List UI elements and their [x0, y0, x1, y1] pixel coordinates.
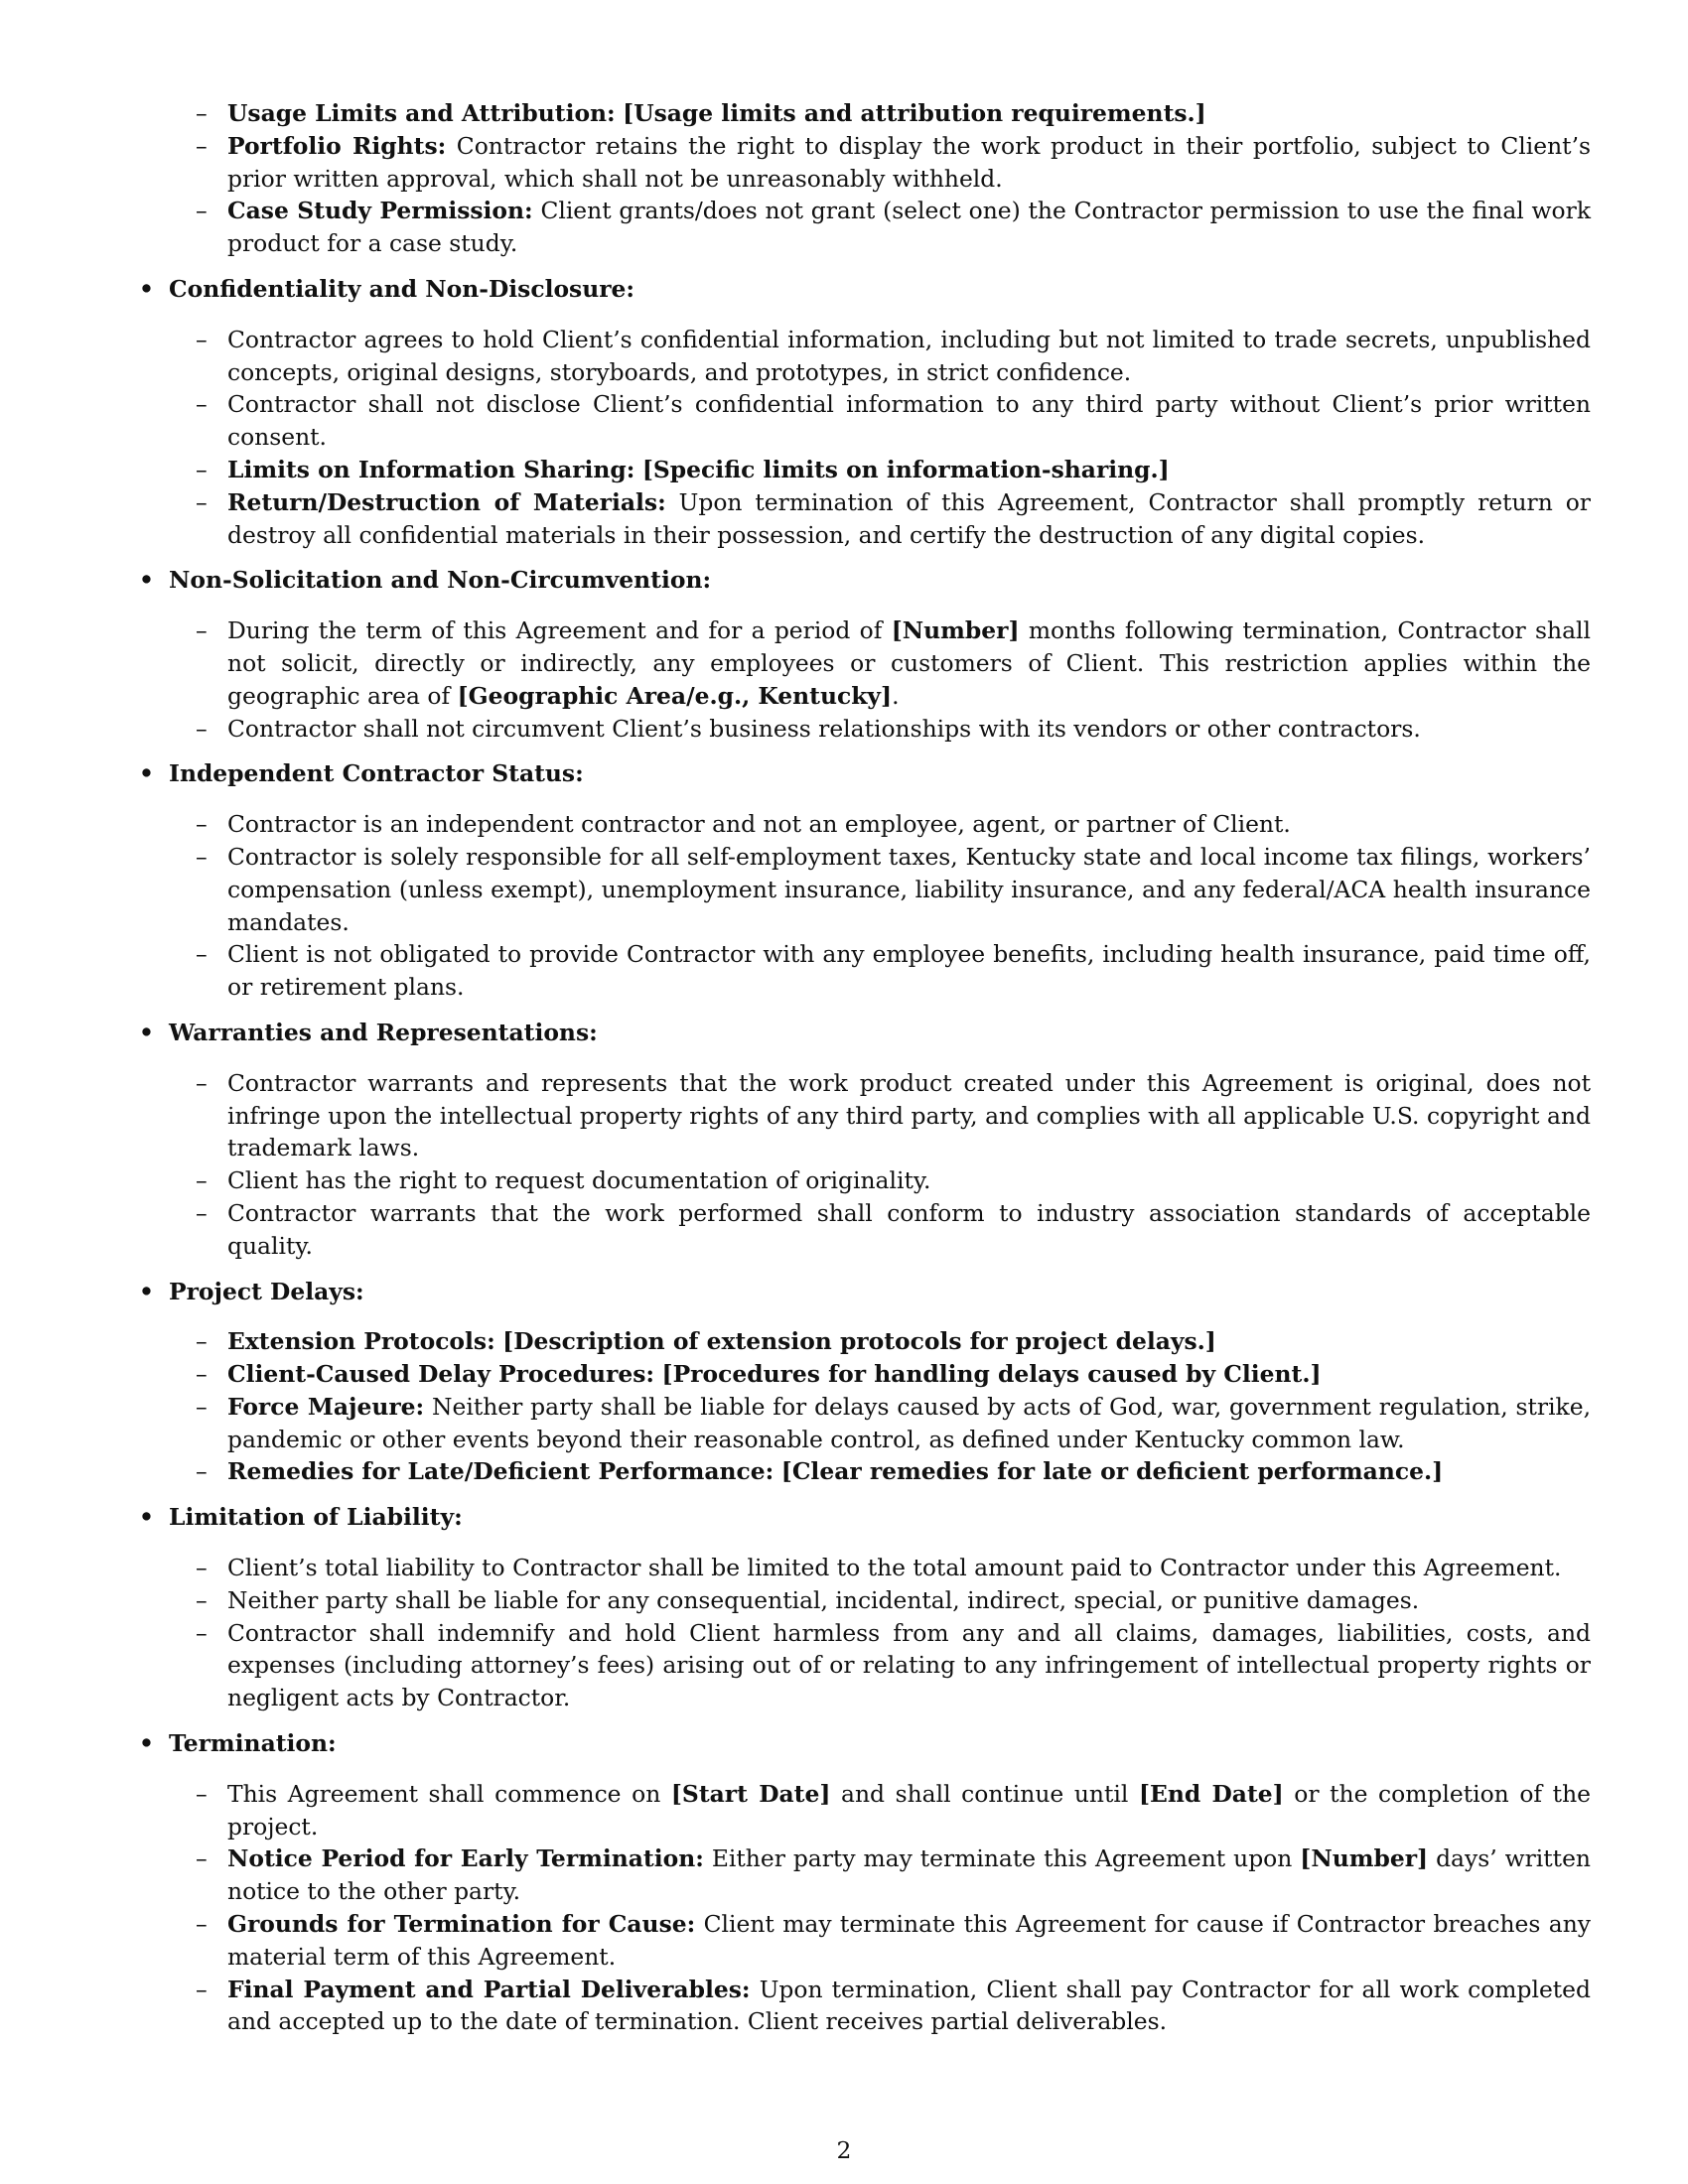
list-item	[135, 1908, 1591, 1974]
dash-marker: –	[196, 1975, 208, 2003]
item-label: Grounds for Termination for Cause:	[227, 1910, 696, 1939]
dash-marker: –	[196, 1327, 208, 1356]
item-label: Remedies for Late/Deficient Performance:	[227, 1457, 774, 1486]
continued-item-list	[135, 97, 1591, 260]
item-text: [Specific limits on information-sharing.]	[641, 455, 1170, 483]
item-label: Final Payment and Partial Deliverables:	[227, 1975, 751, 2003]
dash-marker: –	[196, 1068, 208, 1097]
item-label: Client-Caused Delay Procedures:	[227, 1360, 655, 1389]
dash-marker: –	[196, 1392, 208, 1421]
item-text: Client grants/does not grant (select one) the Contractor permission to use the final work product for a case study.	[227, 197, 1591, 258]
item-text: [Usage limits and attribution requirements.]	[623, 99, 1206, 127]
item-text: Contractor shall indemnify and hold Client harmless from any and all claims, damages, liabilities, costs, and expenses (including attorney’s fees) arising out of or relating to any infringement of intellectual property rights or negligent acts by Contractor.	[227, 1618, 1591, 1712]
item-text: Client may terminate this Agreement for cause if Contractor breaches any material term of this Agreement.	[227, 1910, 1592, 1971]
placeholder-field: [Geographic Area/e.g., Kentucky]	[457, 681, 893, 710]
dash-marker: –	[196, 390, 208, 419]
dash-marker: –	[196, 1844, 208, 1873]
section	[135, 1501, 1591, 1714]
placeholder-field: [Number]	[1300, 1844, 1429, 1873]
item-text: Contractor is an independent contractor and not an employee, agent, or partner of Client.	[227, 810, 1291, 839]
section	[135, 1276, 1591, 1489]
list-item	[135, 1617, 1591, 1714]
item-text: Contractor warrants and represents that the work product created under this Agreement is original, does not infringe upon the intellectual property rights of any third party, and complies with all applicable U.S. copyright and trademark laws.	[227, 1068, 1591, 1162]
section-title: Warranties and Representations:	[169, 1018, 598, 1046]
placeholder-field: [Start Date]	[670, 1779, 831, 1808]
dash-marker: –	[196, 1554, 208, 1582]
item-text: Neither party shall be liable for any consequential, incidental, indirect, special, or punitive damages.	[227, 1585, 1420, 1614]
section-heading	[135, 273, 1591, 306]
section-title: Termination:	[169, 1729, 337, 1758]
item-text: This Agreement shall commence on	[227, 1779, 671, 1808]
section	[135, 273, 1591, 551]
list-item	[135, 195, 1591, 260]
bullet-marker: •	[139, 566, 154, 595]
item-text: Contractor agrees to hold Client’s confidential information, including but not limited to trade secrets, unpublished concepts, original designs, storyboards, and prototypes, in strict confidence.	[227, 325, 1591, 386]
list-item	[135, 1358, 1591, 1391]
dash-marker: –	[196, 940, 208, 969]
list-item	[135, 1778, 1591, 1843]
section-item-list	[135, 1778, 1591, 2038]
dash-marker: –	[196, 1585, 208, 1614]
section-item-list	[135, 1325, 1591, 1488]
bullet-marker: •	[139, 274, 154, 303]
section	[135, 1727, 1591, 2038]
bullet-marker: •	[139, 1018, 154, 1046]
dash-marker: –	[196, 1198, 208, 1227]
dash-marker: –	[196, 1779, 208, 1808]
section-heading	[135, 1276, 1591, 1308]
list-item	[135, 1197, 1591, 1263]
section-title: Project Delays:	[169, 1277, 364, 1305]
list-item	[135, 454, 1591, 486]
section-title: Confidentiality and Non-Disclosure:	[169, 274, 635, 303]
section-title: Limitation of Liability:	[169, 1503, 463, 1532]
section-item-list	[135, 1552, 1591, 1714]
bullet-marker: •	[139, 1729, 154, 1758]
bullet-marker: •	[139, 1277, 154, 1305]
item-label: Case Study Permission:	[227, 197, 533, 225]
item-text: days’ written notice to the other party.	[227, 1844, 1591, 1906]
placeholder-field: [Number]	[891, 616, 1020, 645]
bullet-marker: •	[139, 759, 154, 788]
item-text: [Description of extension protocols for project delays.]	[502, 1327, 1216, 1356]
placeholder-field: [End Date]	[1138, 1779, 1284, 1808]
section-heading	[135, 1017, 1591, 1049]
item-text: Client is not obligated to provide Contractor with any employee benefits, including health insurance, paid time off, or retirement plans.	[227, 940, 1591, 1002]
item-text: months following termination, Contractor shall not solicit, directly or indirectly, any employees or customers of Client. This restriction applies within the geographic area of	[227, 616, 1591, 710]
section	[135, 757, 1591, 1004]
dash-marker: –	[196, 714, 208, 743]
item-label: Force Majeure:	[227, 1392, 425, 1421]
document-body	[135, 97, 1591, 2051]
dash-marker: –	[196, 325, 208, 353]
item-text: Contractor shall not circumvent Client’s business relationships with its vendors or other contractors.	[227, 714, 1421, 743]
list-item	[135, 808, 1591, 841]
dash-marker: –	[196, 1457, 208, 1486]
item-label: Usage Limits and Attribution:	[227, 99, 616, 127]
list-item	[135, 841, 1591, 938]
dash-marker: –	[196, 99, 208, 127]
section-heading	[135, 757, 1591, 790]
dash-marker: –	[196, 455, 208, 483]
item-label: Extension Protocols:	[227, 1327, 495, 1356]
section-item-list	[135, 1067, 1591, 1263]
list-item	[135, 713, 1591, 746]
item-text: Client’s total liability to Contractor shall be limited to the total amount paid to Contractor under this Agreement.	[227, 1554, 1562, 1582]
section-item-list	[135, 324, 1591, 552]
item-text: Contractor warrants that the work performed shall conform to industry association standards of acceptable quality.	[227, 1198, 1591, 1260]
section-heading	[135, 1501, 1591, 1534]
item-text: [Procedures for handling delays caused by Client.]	[661, 1360, 1322, 1389]
section	[135, 564, 1591, 745]
continued-section	[135, 97, 1591, 260]
item-text: Contractor retains the right to display the work product in their portfolio, subject to Client’s prior written approval, which shall not be unreasonably withheld.	[227, 131, 1592, 193]
item-label: Notice Period for Early Termination:	[227, 1844, 704, 1873]
item-label: Portfolio Rights:	[227, 131, 447, 160]
item-text: or the completion of the project.	[227, 1779, 1591, 1841]
section-title: Independent Contractor Status:	[169, 759, 584, 788]
dash-marker: –	[196, 842, 208, 871]
list-item	[135, 1164, 1591, 1197]
dash-marker: –	[196, 1910, 208, 1939]
item-text: Upon termination of this Agreement, Contractor shall promptly return or destroy all confidential materials in their possession, and certify the destruction of any digital copies.	[227, 487, 1591, 549]
item-text: Either party may terminate this Agreement upon	[711, 1844, 1301, 1873]
item-text: During the term of this Agreement and for a period of	[227, 616, 892, 645]
list-item	[135, 614, 1591, 712]
page-number: 2	[836, 2136, 852, 2164]
section-title: Non-Solicitation and Non-Circumvention:	[169, 566, 712, 595]
list-item	[135, 1552, 1591, 1584]
item-text: Contractor is solely responsible for all self-employment taxes, Kentucky state and local income tax filings, workers’ compensation (unless exempt), unemployment insurance, liability insurance, and any federal/ACA health insurance mandates.	[227, 842, 1591, 936]
section-item-list	[135, 614, 1591, 745]
list-item	[135, 97, 1591, 130]
list-item	[135, 1843, 1591, 1908]
list-item	[135, 1391, 1591, 1456]
list-item	[135, 388, 1591, 454]
list-item	[135, 324, 1591, 389]
section-heading	[135, 564, 1591, 597]
section-heading	[135, 1727, 1591, 1760]
item-label: Limits on Information Sharing:	[227, 455, 635, 483]
list-item	[135, 1455, 1591, 1488]
item-text: Neither party shall be liable for delays caused by acts of God, war, government regulation, strike, pandemic or other events beyond their reasonable control, as defined under Kentucky common law.	[227, 1392, 1592, 1453]
section-item-list	[135, 808, 1591, 1004]
bullet-marker: •	[139, 1503, 154, 1532]
list-item	[135, 1584, 1591, 1617]
item-text: Client has the right to request documentation of originality.	[227, 1166, 931, 1195]
item-label: Return/Destruction of Materials:	[227, 487, 666, 516]
dash-marker: –	[196, 1166, 208, 1195]
dash-marker: –	[196, 1360, 208, 1389]
dash-marker: –	[196, 487, 208, 516]
list-item	[135, 486, 1591, 552]
list-item	[135, 1067, 1591, 1164]
item-text: Contractor shall not disclose Client’s confidential information to any third party without Client’s prior written consent.	[227, 390, 1591, 452]
dash-marker: –	[196, 810, 208, 839]
list-item	[135, 130, 1591, 196]
section-list	[135, 273, 1591, 2038]
dash-marker: –	[196, 131, 208, 160]
list-item	[135, 1974, 1591, 2039]
item-text: .	[892, 681, 900, 710]
dash-marker: –	[196, 1618, 208, 1647]
dash-marker: –	[196, 616, 208, 645]
list-item	[135, 938, 1591, 1004]
item-text: [Clear remedies for late or deficient performance.]	[780, 1457, 1444, 1486]
list-item	[135, 1325, 1591, 1358]
dash-marker: –	[196, 197, 208, 225]
section	[135, 1017, 1591, 1263]
item-text: Upon termination, Client shall pay Contractor for all work completed and accepted up to the date of termination. Client receives partial deliverables.	[227, 1975, 1592, 2036]
item-text: and shall continue until	[830, 1779, 1139, 1808]
